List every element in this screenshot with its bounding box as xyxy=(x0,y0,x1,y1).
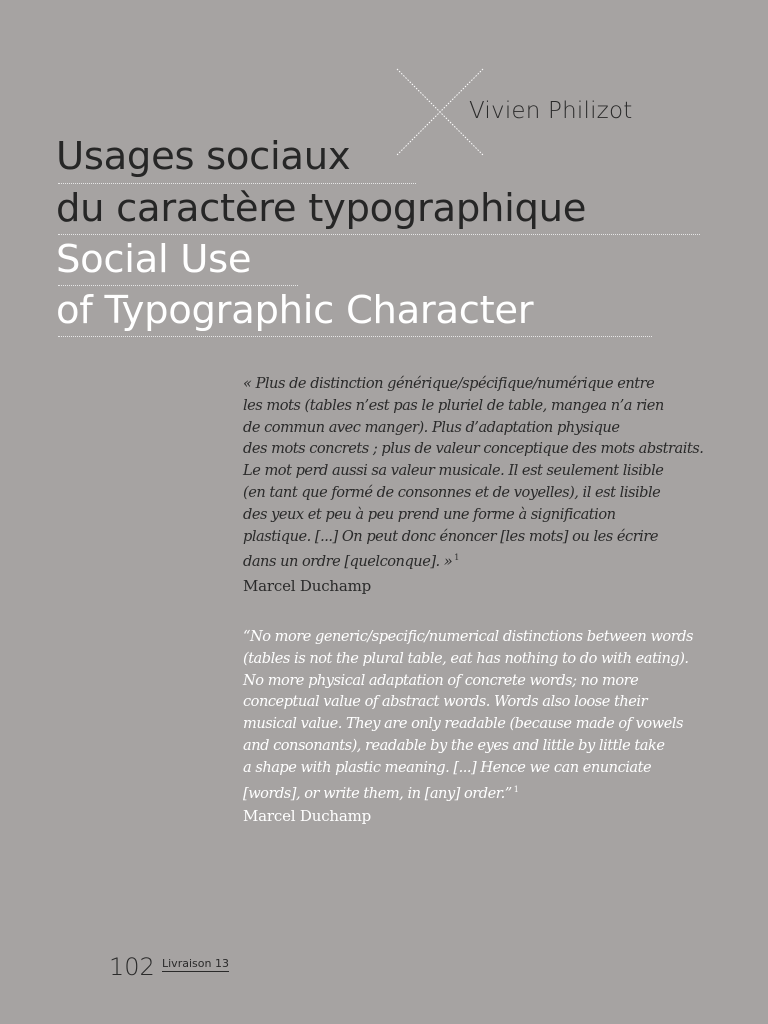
quote-english xyxy=(243,626,693,800)
author-name: Vivien Philizot xyxy=(469,98,633,124)
quote-line: « Plus de distinction générique/spécifique/numérique entre xyxy=(243,375,655,392)
quote-line: Le mot perd aussi sa valeur musicale. Il est seulement lisible xyxy=(243,462,664,480)
title-fr-line-2: du caractère typographique xyxy=(56,186,587,231)
quote-french xyxy=(243,373,703,569)
quote-line: plastique. [...] On peut donc énoncer [les mots] ou les écrire xyxy=(243,527,658,545)
quote-line: (tables is not the plural table, eat has nothing to do with eating). xyxy=(243,649,689,667)
title-en-line-1: Social Use xyxy=(56,237,252,282)
title-rule xyxy=(58,234,700,235)
quote-line-last xyxy=(243,779,693,801)
quote-line: de commun avec manger). Plus d’adaptation physique xyxy=(243,418,620,436)
quote-line: conceptual value of abstract words. Words also loose their xyxy=(243,693,648,711)
quote-line: No more physical adaptation of concrete words; no more xyxy=(243,671,639,689)
title-rule xyxy=(58,183,416,184)
title-fr-line-1: Usages sociaux xyxy=(56,134,351,179)
quote-line: des mots concrets ; plus de valeur conceptique des mots abstraits. xyxy=(243,440,704,458)
attribution-english: Marcel Duchamp xyxy=(243,807,372,825)
quote-text: dans un ordre [quelconque]. » xyxy=(243,553,453,571)
quote-line-last xyxy=(243,547,703,569)
footnote-marker: 1 xyxy=(454,553,459,563)
quote-line: musical value. They are only readable (because made of vowels xyxy=(243,715,683,733)
quote-line: (en tant que formé de consonnes et de voyelles), il est lisible xyxy=(243,483,661,501)
quote-line: a shape with plastic meaning. [...] Hence we can enunciate xyxy=(243,758,652,776)
title-en-line-2: of Typographic Character xyxy=(56,288,534,333)
page-number: 102 xyxy=(109,953,155,981)
footnote-marker: 1 xyxy=(513,784,519,794)
attribution-french: Marcel Duchamp xyxy=(243,577,372,595)
quote-line: “No more generic/specific/numerical distinctions between words xyxy=(243,628,694,645)
quote-line: les mots (tables n’est pas le pluriel de table, mangea n’a rien xyxy=(243,396,664,414)
title-rule xyxy=(58,336,652,337)
issue-label: Livraison 13 xyxy=(162,957,229,970)
quote-line: des yeux et peu à peu prend une forme à signification xyxy=(243,505,616,523)
title-rule xyxy=(58,285,298,286)
quote-text: [words], or write them, in [any] order.” xyxy=(243,784,512,802)
quote-line: and consonants), readable by the eyes and little by little take xyxy=(243,736,665,754)
